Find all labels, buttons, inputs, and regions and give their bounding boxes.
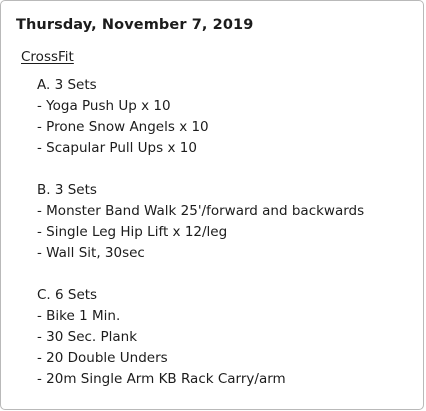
exercise-item: - 20 Double Unders: [37, 350, 168, 366]
section-title: B. 3 Sets: [37, 182, 97, 198]
exercise-item: - Bike 1 Min.: [37, 308, 121, 324]
section-a: [37, 75, 364, 159]
section-title: A. 3 Sets: [37, 77, 97, 93]
workout-sections: [37, 75, 364, 411]
exercise-item: - 30 Sec. Plank: [37, 329, 138, 345]
exercise-item: - Wall Sit, 30sec: [37, 245, 145, 261]
exercise-item: - Prone Snow Angels x 10: [37, 119, 209, 135]
exercise-item: - Yoga Push Up x 10: [37, 98, 171, 114]
workout-date: Thursday, November 7, 2019: [16, 17, 254, 33]
section-title: C. 6 Sets: [37, 287, 98, 303]
program-link[interactable]: CrossFit: [21, 49, 74, 65]
exercise-item: - 20m Single Arm KB Rack Carry/arm: [37, 371, 286, 387]
exercise-item: - Single Leg Hip Lift x 12/leg: [37, 224, 228, 240]
section-c: [37, 285, 364, 390]
exercise-item: - Scapular Pull Ups x 10: [37, 140, 197, 156]
exercise-item: - Monster Band Walk 25'/forward and backwards: [37, 203, 365, 219]
section-b: [37, 180, 364, 264]
